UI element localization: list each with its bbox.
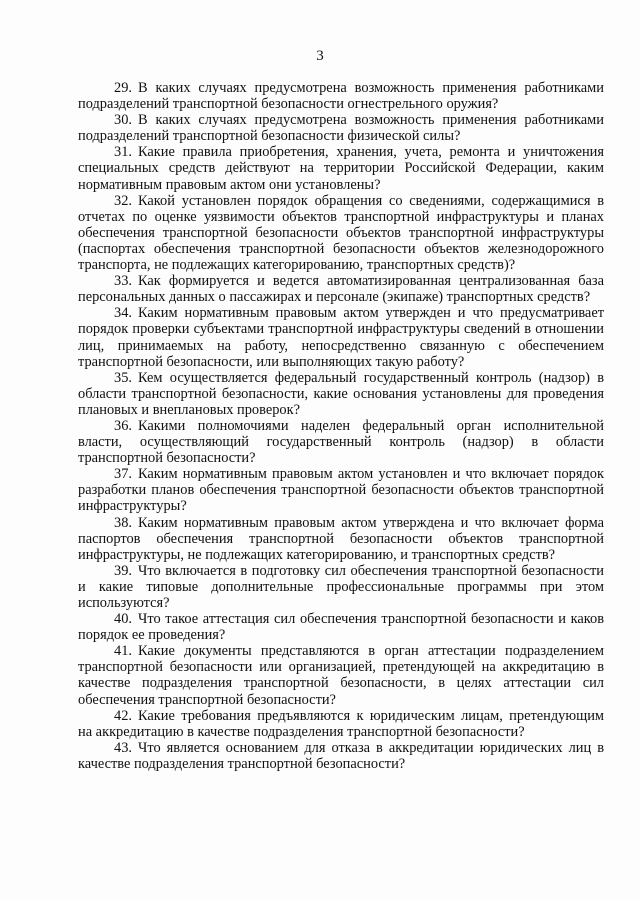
question-number: 35. xyxy=(114,369,132,386)
page-number: 3 xyxy=(316,48,324,64)
question-item xyxy=(78,563,604,611)
question-number: 42. xyxy=(114,707,132,724)
question-text: Что такое аттестация сил обеспечения транспортной безопасности и каков порядок ее проведения? xyxy=(78,611,604,644)
question-item xyxy=(78,643,604,707)
question-number: 36. xyxy=(114,417,132,434)
question-number: 33. xyxy=(114,273,132,290)
question-item xyxy=(78,418,604,466)
question-number: 41. xyxy=(114,643,132,660)
question-text: Каким нормативным правовым актом установлен и что включает порядок разработки планов обеспечения транспортной безопасности объектов транспортной инфраструктуры? xyxy=(78,466,604,515)
question-item xyxy=(78,144,604,192)
question-text: Каким нормативным правовым актом утверждена и что включает форма паспортов обеспечения транспортной безопасности объектов транспортной инфраструктуры, не подлежащих категорированию, и транспортных средств? xyxy=(78,514,604,563)
question-item xyxy=(78,611,604,643)
question-text: Кем осуществляется федеральный государственный контроль (надзор) в области транспортной безопасности, какие основания установлены для проведения плановых и внеплановых проверок? xyxy=(78,369,604,418)
question-list xyxy=(78,80,604,772)
question-text: Что включается в подготовку сил обеспечения транспортной безопасности и какие типовые дополнительные профессиональные программы при этом используются? xyxy=(78,562,604,611)
question-text: Как формируется и ведется автоматизированная централизованная база персональных данных о пассажирах и персонале (экипаже) транспортных средств? xyxy=(78,273,604,306)
question-number: 37. xyxy=(114,466,132,483)
question-number: 38. xyxy=(114,514,132,531)
question-item xyxy=(78,80,604,112)
question-number: 31. xyxy=(114,144,132,161)
question-item xyxy=(78,112,604,144)
question-text: Какие правила приобретения, хранения, учета, ремонта и уничтожения специальных средств действуют на территории Российской Федерации, каким нормативным правовым актом они установлены? xyxy=(78,144,604,193)
question-text: В каких случаях предусмотрена возможность применения работниками подразделений транспортной безопасности физической силы? xyxy=(78,112,604,145)
question-item xyxy=(78,515,604,563)
question-text: Какими полномочиями наделен федеральный орган исполнительной власти, осуществляющий государственный контроль (надзор) в области транспортной безопасности? xyxy=(78,417,604,467)
question-number: 34. xyxy=(114,305,132,322)
question-item xyxy=(78,466,604,514)
question-number: 39. xyxy=(114,562,132,579)
question-text: Какие документы представляются в орган аттестации подразделением транспортной безопасности или организацией, претендующей на аккредитацию в качестве подразделения транспортной безопасности, в целях аттестации сил обеспечения транспортной безопасности? xyxy=(78,643,604,708)
question-item xyxy=(78,305,604,369)
question-text: Каким нормативным правовым актом утвержден и что предусматривает порядок проверки субъектами транспортной инфраструктуры сведений в отношении лиц, принимаемых на работу, непосредственно связанную с обеспечением транспортной безопасности, или выполняющих такую работу? xyxy=(78,305,604,370)
question-number: 30. xyxy=(114,112,132,129)
question-number: 29. xyxy=(114,80,132,96)
question-text: Какие требования предъявляются к юридическим лицам, претендующим на аккредитацию в качестве подразделения транспортной безопасности? xyxy=(78,707,604,740)
question-item xyxy=(78,708,604,740)
question-item xyxy=(78,273,604,305)
question-item xyxy=(78,193,604,273)
question-number: 43. xyxy=(114,739,132,756)
question-item xyxy=(78,740,604,772)
question-number: 40. xyxy=(114,611,132,628)
question-text: Что является основанием для отказа в аккредитации юридических лиц в качестве подразделения транспортной безопасности? xyxy=(78,739,604,772)
question-number: 32. xyxy=(114,192,132,209)
question-text: В каких случаях предусмотрена возможность применения работниками подразделений транспортной безопасности огнестрельного оружия? xyxy=(78,80,604,113)
question-item xyxy=(78,370,604,418)
question-text: Какой установлен порядок обращения со сведениями, содержащимися в отчетах по оценке уязвимости объектов транспортной инфраструктуры и планах обеспечения транспортной безопасности объектов транспортной инфраструктуры (паспортах обеспечения транспортной безопасности объектов железнодорожного транспорта, не подлежащих категорированию, транспортных средств)? xyxy=(78,192,604,274)
